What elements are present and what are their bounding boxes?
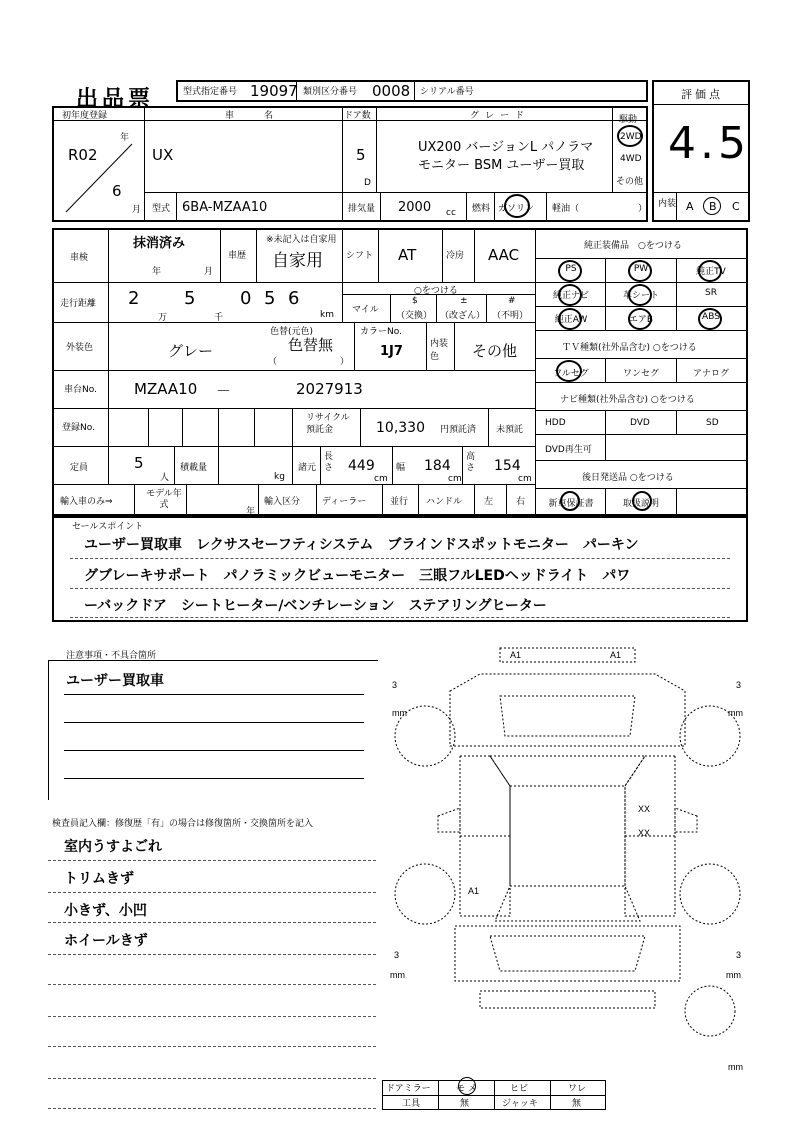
- import-year-unit: 年: [246, 507, 256, 517]
- displacement-value: 2000: [398, 200, 432, 215]
- mark-front-a1-2: A1: [610, 650, 622, 660]
- reg-no-label: 登録No.: [62, 423, 95, 433]
- dims-label: 諸元: [298, 463, 317, 473]
- recycle-label: リサイクル預託金: [306, 413, 350, 435]
- recycle-unit: 円預託済: [440, 425, 477, 435]
- km-unit: km: [320, 310, 334, 320]
- svg-text:3: 3: [392, 680, 398, 690]
- mileage-digit-1: 2: [128, 288, 140, 309]
- rating-value: 4.5: [668, 118, 750, 169]
- svg-text:mm: mm: [392, 708, 407, 718]
- form-title: 出品票: [76, 87, 155, 112]
- model-label: 型式: [152, 204, 171, 214]
- navi-sd: SD: [706, 418, 719, 428]
- equip-ps: PS: [565, 264, 577, 274]
- door-type: D: [364, 178, 371, 188]
- width-label: 幅: [396, 463, 406, 473]
- recolor-value: 色替無: [288, 336, 334, 354]
- notes-line-1: ユーザー買取車: [66, 673, 164, 689]
- interior-c: C: [732, 200, 740, 213]
- fuel-close: ）: [638, 204, 648, 214]
- shift-label: シフト: [346, 251, 374, 261]
- circle-ps: [558, 260, 582, 282]
- handle-right: 右: [516, 497, 526, 507]
- kg-unit: kg: [274, 472, 285, 482]
- chassis-label: 車台No.: [64, 385, 97, 395]
- mark-xx-1: XX: [638, 804, 651, 814]
- capacity-label: 定員: [70, 463, 89, 473]
- circle-manual: [632, 491, 652, 511]
- fuel-gasoline-circle: [504, 194, 530, 218]
- equip-navi: 純正ナビ: [552, 291, 589, 301]
- length-value: 449: [348, 458, 375, 474]
- equip-sr: SR: [705, 288, 717, 298]
- inspector-line-3: 小きず、小凹: [64, 903, 147, 919]
- length-label: 長さ: [324, 452, 334, 473]
- doors-label: ドア数: [344, 111, 371, 121]
- svg-text:3: 3: [394, 950, 400, 960]
- ac-value: AAC: [488, 246, 520, 264]
- history-note: ※未記入は自家用: [266, 235, 337, 245]
- capacity-value: 5: [134, 454, 144, 472]
- grade-label: グレード: [470, 111, 531, 121]
- unknown-option: （不明）: [492, 311, 529, 321]
- navi-hdd: HDD: [545, 418, 566, 428]
- tv-oneseg: ワンセグ: [622, 369, 659, 379]
- class-no-label: 類別区分番号: [303, 87, 358, 97]
- mark-side-a1: A1: [468, 886, 480, 896]
- import-label: 輸入車のみ⇒: [60, 497, 113, 507]
- load-label: 積載量: [180, 463, 208, 473]
- mileage-digit-2: 5: [184, 288, 196, 309]
- model-year-label: モデル年式: [146, 489, 182, 510]
- car-name-label: 車 名: [225, 111, 278, 121]
- mileage-digit-3: 0: [240, 288, 252, 309]
- shift-value: AT: [398, 246, 417, 264]
- tv-title: ＴＶ種類(社外品含む) ○をつける: [562, 343, 697, 353]
- sen-unit: 千: [214, 313, 224, 323]
- history-label: 車歴: [228, 251, 247, 261]
- circle-warranty: [560, 491, 580, 511]
- cc-unit: cc: [446, 208, 456, 218]
- circle-abs: [698, 308, 722, 330]
- interior-b: B: [709, 200, 717, 213]
- recolor-paren-close: ）: [340, 357, 350, 367]
- mark-note: ○をつける: [414, 286, 458, 296]
- mark-front-a1: A1: [510, 650, 522, 660]
- sales-label: セールスポイント: [72, 522, 144, 532]
- height-cm: cm: [518, 474, 532, 484]
- inspector-line-4: ホイールきず: [64, 933, 148, 949]
- crack-label: ヒビ: [510, 1084, 529, 1094]
- unknown-sym: #: [508, 296, 516, 306]
- model-value: 6BA-MZAA10: [182, 200, 268, 215]
- circle-aw: [558, 308, 582, 330]
- later-warranty: 新車保証書: [548, 499, 594, 509]
- interior-label: 内装: [658, 199, 677, 209]
- fuel-label: 燃料: [472, 204, 491, 214]
- circle-leather: [628, 284, 652, 306]
- equip-leather: 革シート: [622, 291, 659, 301]
- shaken-value: 抹消済み: [133, 236, 186, 251]
- color-value: グレー: [168, 342, 214, 360]
- navi-dvd: DVD: [630, 418, 650, 428]
- notes-label: 注意事項・不具合箇所: [66, 651, 157, 661]
- tv-analog: アナログ: [692, 369, 729, 379]
- shaken-year: 年: [152, 267, 162, 277]
- navi-title: ナビ種類(社外品含む) ○をつける: [560, 395, 695, 405]
- displacement-label: 排気量: [348, 204, 376, 214]
- interior-color-label: 内装色: [430, 339, 449, 362]
- break-label: ワレ: [568, 1084, 587, 1094]
- chassis-number: 2027913: [296, 380, 363, 398]
- tv-fullseg: フルセグ: [553, 369, 589, 379]
- shaken-label: 車検: [70, 253, 89, 263]
- car-damage-diagram: [380, 636, 760, 1076]
- recolor-label: 色替(元色): [270, 327, 314, 337]
- grade-line-2: モニター BSM ユーザー買取: [418, 158, 585, 173]
- mileage-digit-4: 5: [264, 288, 276, 309]
- header-number-box: [176, 80, 648, 102]
- serial-label: シリアル番号: [420, 87, 474, 97]
- month-value: 6: [112, 182, 122, 200]
- inspector-label: 検査員記入欄：修復歴「有」の場合は修復箇所・交換箇所を記入: [52, 819, 314, 829]
- drive-2wd: 2WD: [620, 132, 642, 142]
- doors-value: 5: [356, 146, 366, 164]
- altered-sym: ±: [460, 296, 468, 306]
- sales-line-3: ーバックドア シートヒーター/ベンチレーション ステアリングヒーター: [84, 598, 547, 614]
- drive-label: 駆動: [619, 115, 638, 125]
- chassis-prefix: MZAA10: [134, 380, 198, 398]
- door-mirror-value: モ メ: [456, 1084, 477, 1094]
- later-title: 後日発送品 ○をつける: [582, 473, 674, 483]
- width-value: 184: [424, 458, 451, 474]
- sales-line-2: グブレーキサポート パノラミックビューモニター 三眼フルLEDヘッドライト パワ: [84, 568, 631, 584]
- color-label: 外装色: [66, 343, 94, 353]
- dvd-play: DVD再生可: [545, 445, 592, 455]
- svg-text:mm: mm: [390, 970, 405, 980]
- height-label: 高さ: [466, 452, 476, 473]
- width-cm: cm: [448, 474, 462, 484]
- era-value: R02: [68, 146, 98, 164]
- type-no-value: 19097: [250, 82, 298, 100]
- date-slash: [60, 140, 140, 216]
- circle-fullseg: [556, 360, 582, 382]
- interior-b-circle: [703, 197, 721, 215]
- ac-label: 冷房: [446, 251, 465, 261]
- person-unit: 人: [160, 473, 170, 483]
- drive-other: その他: [616, 177, 644, 187]
- circle-pw: [628, 260, 652, 282]
- dealer-option: ディーラー: [322, 497, 367, 507]
- equip-abs: ABS: [702, 312, 720, 322]
- door-mirror-circle: [458, 1077, 476, 1095]
- exchange-option: （交換）: [396, 311, 433, 321]
- equip-airbag: エアB: [628, 315, 654, 325]
- chassis-dash: －: [216, 382, 232, 400]
- import-class-label: 輸入区分: [264, 497, 301, 507]
- svg-text:3: 3: [736, 950, 742, 960]
- man-unit: 万: [158, 313, 168, 323]
- svg-text:mm: mm: [726, 970, 741, 980]
- parallel-option: 並行: [390, 497, 409, 507]
- year-unit: 年: [120, 133, 130, 143]
- inspector-line-1: 室内うすよごれ: [64, 839, 162, 855]
- altered-option: （改ざん）: [440, 311, 486, 321]
- later-manual: 取扱説明: [622, 499, 659, 509]
- equip-pw: PW: [633, 264, 649, 274]
- sales-line-1: ユーザー買取車 レクサスセーフティシステム ブラインドスポットモニター パーキン: [84, 537, 639, 553]
- equip-aw: 純正AW: [554, 315, 588, 325]
- svg-text:mm: mm: [728, 708, 743, 718]
- color-no-label: カラーNo.: [360, 327, 402, 337]
- history-value: 自家用: [272, 251, 323, 271]
- jack-value: 無: [572, 1099, 582, 1109]
- length-cm: cm: [374, 474, 388, 484]
- recycle-pending: 未預託: [496, 425, 524, 435]
- mile-option: マイル: [352, 305, 379, 315]
- first-reg-label: 初年度登録: [62, 111, 108, 121]
- svg-text:mm: mm: [728, 1062, 743, 1072]
- type-no-label: 型式指定番号: [183, 87, 238, 97]
- fuel-diesel: 軽油（: [552, 204, 580, 214]
- circle-navi: [558, 284, 582, 306]
- mileage-label: 走行距離: [60, 299, 97, 309]
- circle-tv: [698, 260, 722, 282]
- shaken-month: 月: [204, 267, 214, 277]
- equip-tv: 純正TV: [696, 267, 726, 277]
- color-no-value: 1J7: [380, 344, 403, 359]
- handle-left: 左: [484, 497, 494, 507]
- circle-airbag: [628, 308, 652, 330]
- svg-text:3: 3: [736, 680, 742, 690]
- fuel-gasoline: ガソリン: [498, 204, 535, 214]
- car-name-value: UX: [152, 146, 174, 164]
- equipment-title: 純正装備品 ○をつける: [584, 241, 682, 251]
- recolor-paren-open: （: [268, 357, 278, 367]
- interior-color-value: その他: [472, 342, 518, 360]
- interior-a: A: [686, 200, 694, 213]
- drive-2wd-circle: [617, 125, 643, 147]
- recycle-value: 10,330: [376, 420, 425, 436]
- rating-label: 評価点: [681, 88, 723, 101]
- tools-label: 工具: [402, 1099, 421, 1109]
- inspector-line-2: トリムきず: [64, 871, 134, 887]
- grade-line-1: UX200 バージョンL パノラマ: [418, 140, 594, 155]
- mileage-digit-5: 6: [288, 288, 300, 309]
- height-value: 154: [494, 458, 521, 474]
- handle-label: ハンドル: [426, 497, 463, 507]
- jack-label: ジャッキ: [502, 1099, 538, 1109]
- exchange-sym: $: [412, 296, 418, 306]
- door-mirror-label: ドアミラー: [386, 1084, 431, 1094]
- drive-4wd: 4WD: [620, 154, 642, 164]
- class-no-value: 0008: [372, 82, 411, 100]
- month-unit: 月: [132, 205, 142, 215]
- mark-xx-2: XX: [638, 828, 651, 838]
- tools-value: 無: [460, 1099, 470, 1109]
